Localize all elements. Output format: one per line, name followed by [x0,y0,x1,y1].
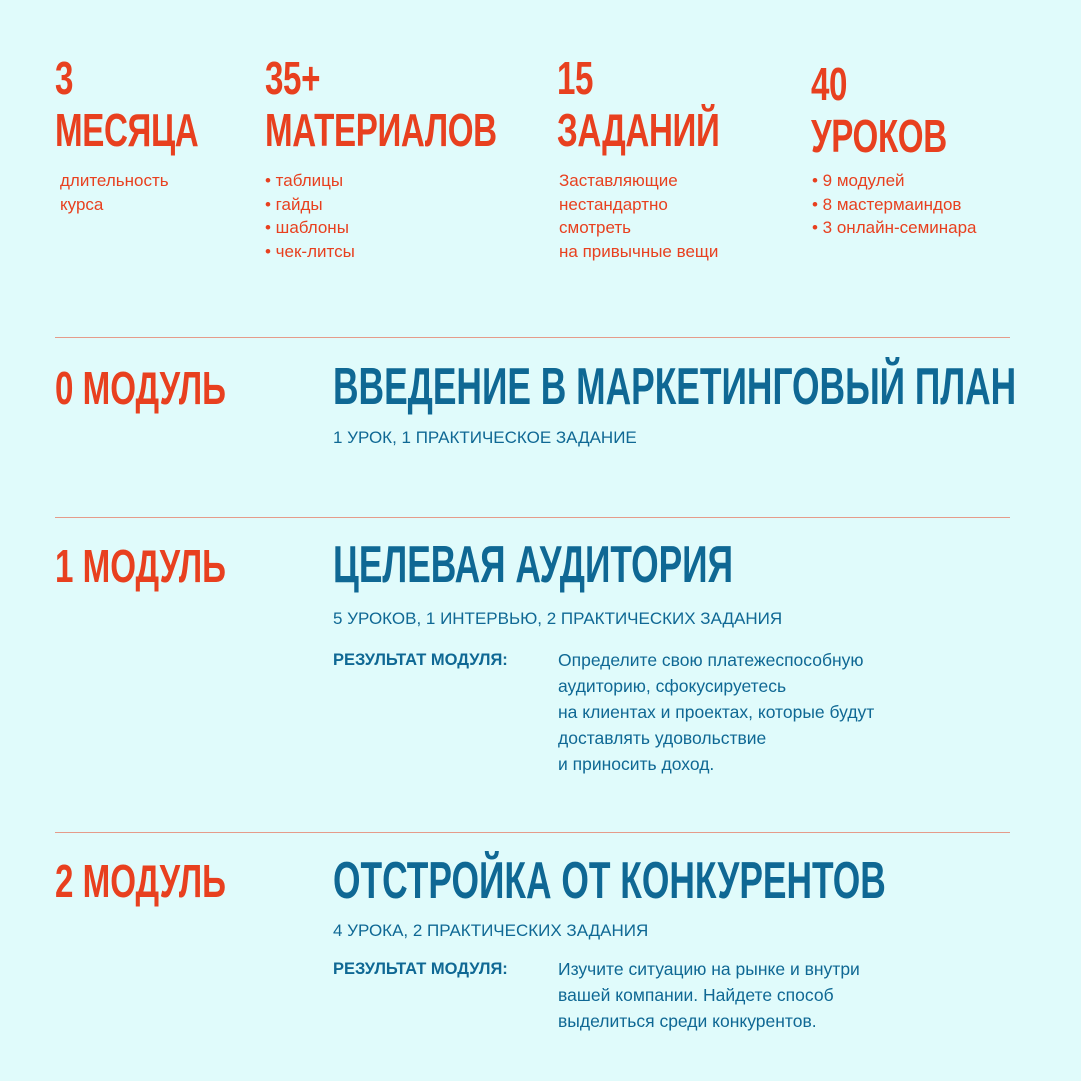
stat-desc-line: смотреть [559,218,632,237]
stat-desc [559,169,718,263]
stat-number: 40 [811,58,848,110]
module-label: 2 МОДУЛЬ [55,855,226,907]
stat-desc-line: • гайды [265,194,323,214]
module-title: ВВЕДЕНИЕ В МАРКЕТИНГОВЫЙ ПЛАН [333,358,1017,416]
module-title: ОТСТРОЙКА ОТ КОНКУРЕНТОВ [333,852,886,910]
module-meta: 4 УРОКА, 2 ПРАКТИЧЕСКИХ ЗАДАНИЯ [333,921,649,940]
stat-materials [265,52,587,261]
stat-desc-line: • таблицы [265,171,344,190]
module-title: ЦЕЛЕВАЯ АУДИТОРИЯ [333,536,733,594]
stat-number: 3 [55,52,74,104]
stat-desc-line: • 3 онлайн-семинара [812,218,977,237]
stat-number: 35+ [265,52,321,104]
stat-desc [60,169,169,216]
stat-desc-line: • чек-литсы [265,241,355,261]
stat-desc-line: Заставляющие [559,171,678,190]
stat-unit: ЗАДАНИЙ [557,104,720,156]
stat-desc-line: • 9 модулей [812,171,905,190]
stat-desc-line: курса [60,194,104,214]
section-divider [55,337,1010,338]
module-result-line: вашей компании. Найдете способ [558,985,834,1005]
module-result-text [558,956,860,1034]
module-result-text [558,647,874,777]
stat-duration [55,52,254,156]
stat-desc [812,169,977,240]
module-result-line: выделиться среди конкурентов. [558,1011,817,1031]
module-result-line: на клиентах и проектах, которые будут [558,702,875,722]
module-meta: 1 УРОК, 1 ПРАКТИЧЕСКОЕ ЗАДАНИЕ [333,428,637,447]
stat-desc [265,169,355,263]
module-result-line: доставлять удовольствие [558,728,767,748]
stat-unit: МАТЕРИАЛОВ [265,104,497,156]
section-divider [55,517,1010,518]
module-result-line: и приносить доход. [558,754,715,774]
module-label: 0 МОДУЛЬ [55,362,226,414]
stat-desc-line: • шаблоны [265,218,349,237]
module-meta: 5 УРОКОВ, 1 ИНТЕРВЬЮ, 2 ПРАКТИЧЕСКИХ ЗАДАНИЯ [333,609,783,628]
stat-desc-line: на привычные вещи [559,241,719,261]
stat-tasks [557,52,783,261]
module-result-label: РЕЗУЛЬТАТ МОДУЛЯ: [333,960,508,978]
module-label: 1 МОДУЛЬ [55,540,226,592]
module-result-label: РЕЗУЛЬТАТ МОДУЛЯ: [333,651,508,669]
stat-number: 15 [557,52,594,104]
module-result-line: аудиторию, сфокусируетесь [558,676,787,696]
module-result-line: Определите свою платежеспособную [558,650,864,670]
module-result-line: Изучите ситуацию на рынке и внутри [558,959,860,979]
stat-unit: УРОКОВ [811,110,947,162]
stat-desc-line: • 8 мастермаиндов [812,194,962,214]
stat-desc-line: длительность [60,171,169,190]
stat-desc-line: нестандартно [559,194,668,214]
stat-unit: МЕСЯЦА [55,104,199,156]
section-divider [55,832,1010,833]
stat-lessons [811,58,1000,237]
